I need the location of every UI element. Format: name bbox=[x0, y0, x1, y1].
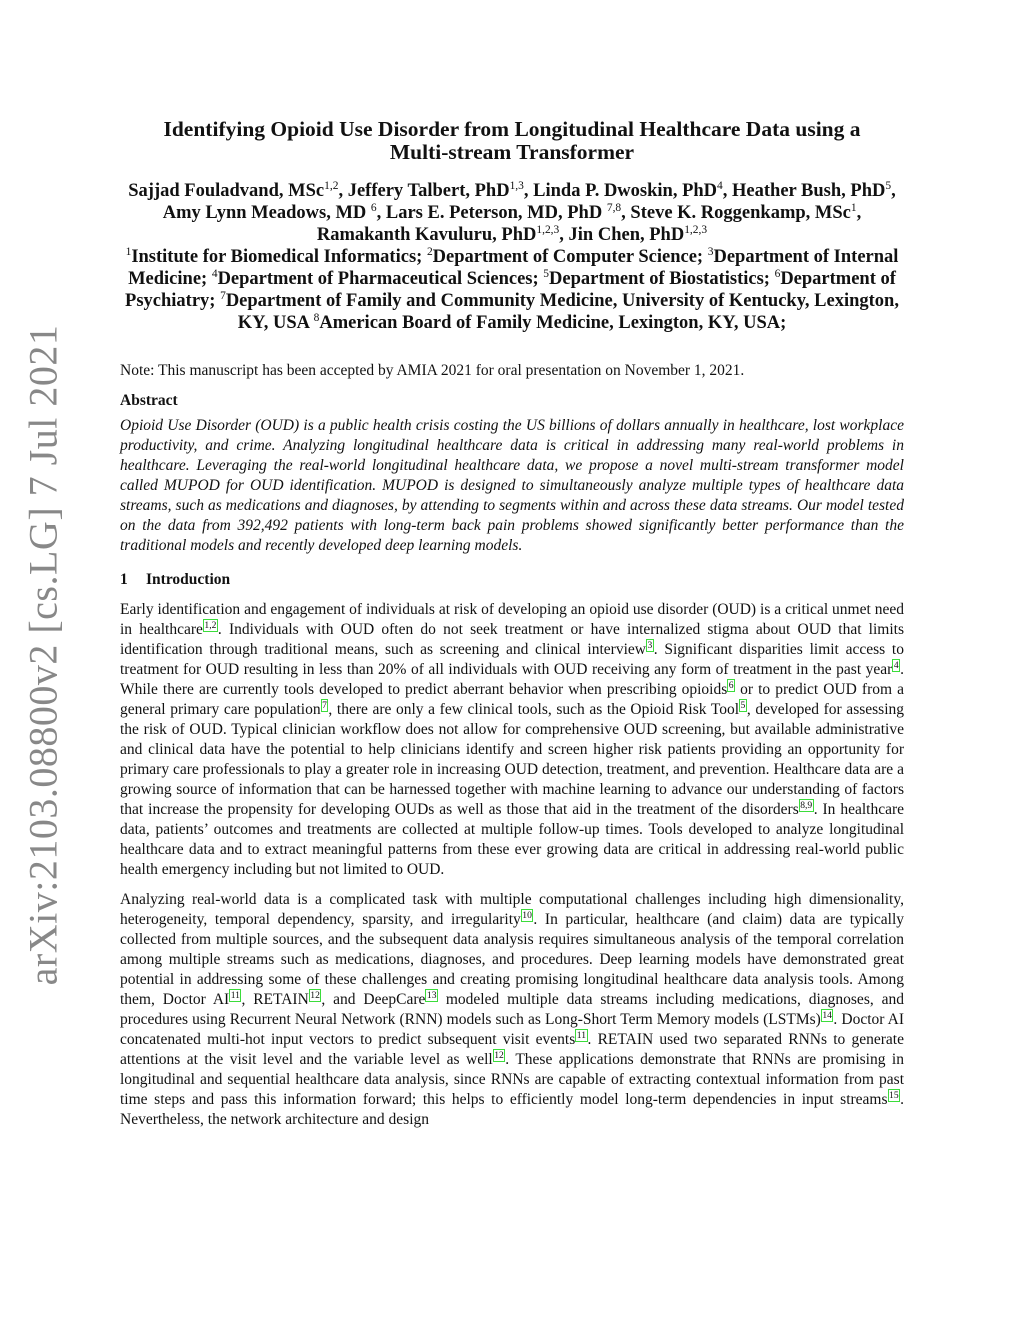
author-affiliation: 1,3 bbox=[509, 179, 524, 192]
citation-link[interactable]: 11 bbox=[576, 1030, 586, 1042]
affiliation-number: 4 bbox=[211, 267, 218, 280]
paper-page bbox=[120, 118, 904, 1130]
paragraph-text: . Nevertheless, the network architecture and design bbox=[120, 1091, 904, 1128]
author-name: Lars E. Peterson, MD, PhD bbox=[385, 203, 607, 223]
citation-link[interactable]: 13 bbox=[426, 990, 437, 1002]
affiliation-number: 2 bbox=[426, 245, 433, 258]
affiliation-text: American Board of Family Medicine, Lexington, KY, USA; bbox=[319, 313, 787, 333]
section-number: 1 bbox=[120, 571, 128, 588]
affiliation-number: 3 bbox=[707, 245, 714, 258]
paragraph-text: . Doctor AI concatenated multi-hot input vectors to predict subsequent visit events bbox=[120, 1011, 905, 1048]
paragraph-text: , and DeepCare bbox=[321, 991, 426, 1008]
paragraph-text: . In healthcare data, patients’ outcomes and treatments are collected at multiple follow-up times. Tools developed to analyze longitudinal healthcare data and to extract meaningful patterns from these ever growing data are critical in addressing real-world public health emergency including but not limited to OUD. bbox=[120, 801, 904, 878]
affiliation-text: Department of Family and Community Medicine, University of Kentucky, Lexington, KY, USA bbox=[225, 291, 899, 333]
author-name: Linda P. Dwoskin, PhD bbox=[533, 181, 718, 201]
paragraph-text: , there are only a few clinical tools, such as the Opioid Risk Tool bbox=[328, 701, 740, 718]
citation-link[interactable]: 5 bbox=[740, 700, 746, 712]
affiliation-text: Department of Computer Science; bbox=[432, 247, 708, 267]
author-name: Heather Bush, PhD bbox=[732, 181, 886, 201]
abstract-heading: Abstract bbox=[120, 392, 178, 409]
citation-link[interactable]: 12 bbox=[310, 990, 320, 1002]
affiliation-number: 8 bbox=[313, 311, 320, 324]
author-affiliation: 4 bbox=[717, 179, 723, 192]
author-name: Steve K. Roggenkamp, MSc bbox=[630, 203, 851, 223]
affiliation-text: Institute for Biomedical Informatics; bbox=[131, 247, 427, 267]
paragraph-text: Analyzing real-world data is a complicated task with multiple computational challenges including high dimensionality, heterogeneity, temporal dependency, sparsity, and irregularity bbox=[120, 891, 904, 928]
intro-paragraph-1 bbox=[120, 600, 904, 880]
author-name: Sajjad Fouladvand, MSc bbox=[128, 181, 325, 201]
title-line-2: Multi-stream Transformer bbox=[389, 140, 635, 164]
author-affiliation: 1 bbox=[850, 201, 857, 214]
affiliation-text: Department of Psychiatry; bbox=[125, 269, 896, 311]
paragraph-text: . While there are currently tools developed to predict aberrant behavior when prescribing opioids bbox=[120, 661, 904, 698]
affiliation-number: 6 bbox=[774, 267, 781, 280]
paragraph-text: Early identification and engagement of individuals at risk of developing an opioid use disorder (OUD) is a critical unmet need in healthcare bbox=[120, 601, 904, 638]
author-name: Ramakanth Kavuluru, PhD bbox=[316, 225, 537, 245]
citation-link[interactable]: 10 bbox=[522, 910, 532, 922]
affiliation-text: Department of Biostatistics; bbox=[549, 269, 775, 289]
citation-link[interactable]: 3 bbox=[647, 640, 653, 652]
arxiv-identifier: arXiv:2103.08800v2 [cs.LG] 7 Jul 2021 bbox=[20, 324, 66, 986]
citation-link[interactable]: 1,2 bbox=[204, 620, 217, 632]
citation-link[interactable]: 7 bbox=[322, 700, 327, 712]
author-name: Jin Chen, PhD bbox=[568, 225, 685, 245]
paper-title bbox=[120, 118, 904, 164]
intro-paragraph-2 bbox=[120, 890, 904, 1130]
section-title: Introduction bbox=[146, 571, 231, 588]
author-affiliation: 6 bbox=[370, 201, 377, 214]
author-affiliation: 1,2,3 bbox=[536, 223, 560, 236]
affiliation-number: 1 bbox=[125, 245, 132, 258]
citation-link[interactable]: 8,9 bbox=[800, 800, 813, 812]
affiliation-text: Department of Internal Medicine; bbox=[128, 247, 899, 289]
author-affiliation: 7,8 bbox=[606, 201, 622, 214]
citation-link[interactable]: 14 bbox=[822, 1010, 832, 1022]
author-name: Amy Lynn Meadows, MD bbox=[162, 203, 371, 223]
paragraph-text: modeled multiple data streams including medications, diagnoses, and procedures using Recurrent Neural Network (RNN) models such as Long-Short Term Memory models (LSTMs) bbox=[120, 991, 904, 1028]
acceptance-note: Note: This manuscript has been accepted by AMIA 2021 for oral presentation on November 1, 2021. bbox=[120, 362, 745, 379]
paragraph-text: , developed for assessing the risk of OUD. Typical clinician workflow does not allow for comprehensive OUD screening, but available administrative and clinical data have the potential to help clinicians identify and screen higher risk patients providing an opportunity for primary care professionals to play a greater role in increasing OUD detection, treatment, and prevention. Healthcare data are a growing source of information that can be harnessed together with machine learning to advance our understanding of factors that increase the propensity for developing OUDs as well as those that aid in the treatment of the disorders bbox=[120, 701, 905, 818]
paragraph-text: . Significant disparities limit access to treatment for OUD resulting in less than 20% of all individuals with OUD receiving any form of treatment in the past year bbox=[120, 641, 904, 678]
paragraph-text: . These applications demonstrate that RNNs are promising in longitudinal and sequential healthcare data analysis, since RNNs are capable of extracting contextual information from past time steps and pass this information forward; this helps to efficiently model long-term dependencies in input streams bbox=[120, 1051, 904, 1108]
paragraph-text: . RETAIN used two separated RNNs to generate attentions at the visit level and the variable level as well bbox=[120, 1031, 904, 1068]
author-block: Sajjad Fouladvand, MSc$^{1,2}$, Jeffery Talbert, PhD$^{1,3}$, Linda P. Dwoskin, PhD$^4$, Heather Bush, PhD$^5$, Amy Lynn Meadows, MD $^6$, Lars E. Peterson, MD, PhD $^{7,8}$, Steve K. Roggenkamp, MSc$^1$, Ramakanth Kavuluru, PhD$^{1,2,3}$, Jin Chen, PhD$^{1,2,3}$ $^1$Institute for Biomedical Informatics; $^2$Department of Computer Science; $^3$Department of Internal Medicine; $^4$Department of Pharmaceutical Sciences; $^5$Department of Biostatistics; $^6$Department of Psychiatry; $^7$Department of Family and Community Medicine, University of Kentucky, Lexington, KY, USA $^8$American Board of Family Medicine, Lexington, KY, USA; bbox=[125, 179, 899, 333]
title-line-1: Identifying Opioid Use Disorder from Longitudinal Healthcare Data using a bbox=[163, 117, 861, 141]
arxiv-sidebar bbox=[0, 0, 90, 1325]
citation-link[interactable]: 12 bbox=[494, 1050, 504, 1062]
citation-link[interactable]: 11 bbox=[230, 990, 240, 1002]
affiliation-number: 7 bbox=[220, 289, 226, 302]
paragraph-text: . In particular, healthcare (and claim) data are typically collected from multiple sources, and the subsequent data analysis requires simultaneous analysis of the temporal correlation among multiple streams such as medications, diagnoses, and procedures. Deep learning models have demonstrated great potential in addressing some of these challenges and creating promising longitudinal healthcare data analysis tools. Among them, Doctor AI bbox=[120, 911, 904, 1008]
author-affiliation: 1,2 bbox=[324, 179, 339, 192]
paragraph-text: , RETAIN bbox=[241, 991, 309, 1008]
abstract-text: Opioid Use Disorder (OUD) is a public health crisis costing the US billions of dollars annually in healthcare, lost workplace productivity, and crime. Analyzing longitudinal healthcare data is critical in addressing many real-world problems in healthcare. Leveraging the real-world longitudinal healthcare data, we propose a novel multi-stream transformer model called MUPOD for OUD identification. MUPOD is designed to simultaneously analyze multiple types of healthcare data streams, such as medications and diagnoses, by attending to segments within and across these data streams. Our model tested on the data from 392,492 patients with long-term back pain problems showed significantly better performance than the traditional models and recently developed deep learning models. bbox=[120, 417, 904, 554]
paragraph-text: . Individuals with OUD often do not seek treatment or have internalized stigma about OUD that limits identification through traditional means, such as screening and clinical interview bbox=[120, 621, 904, 658]
affiliation-text: Department of Pharmaceutical Sciences; bbox=[217, 269, 544, 289]
author-name: Jeffery Talbert, PhD bbox=[347, 181, 510, 201]
section-heading bbox=[120, 570, 904, 590]
author-affiliation: 1,2,3 bbox=[684, 223, 708, 236]
citation-link[interactable]: 6 bbox=[728, 680, 734, 692]
author-affiliation: 5 bbox=[885, 179, 892, 192]
citation-link[interactable]: 15 bbox=[889, 1090, 899, 1102]
citation-link[interactable]: 4 bbox=[893, 660, 899, 672]
affiliation-number: 5 bbox=[543, 267, 550, 280]
paragraph-text: or to predict OUD from a general primary care population bbox=[120, 681, 904, 718]
